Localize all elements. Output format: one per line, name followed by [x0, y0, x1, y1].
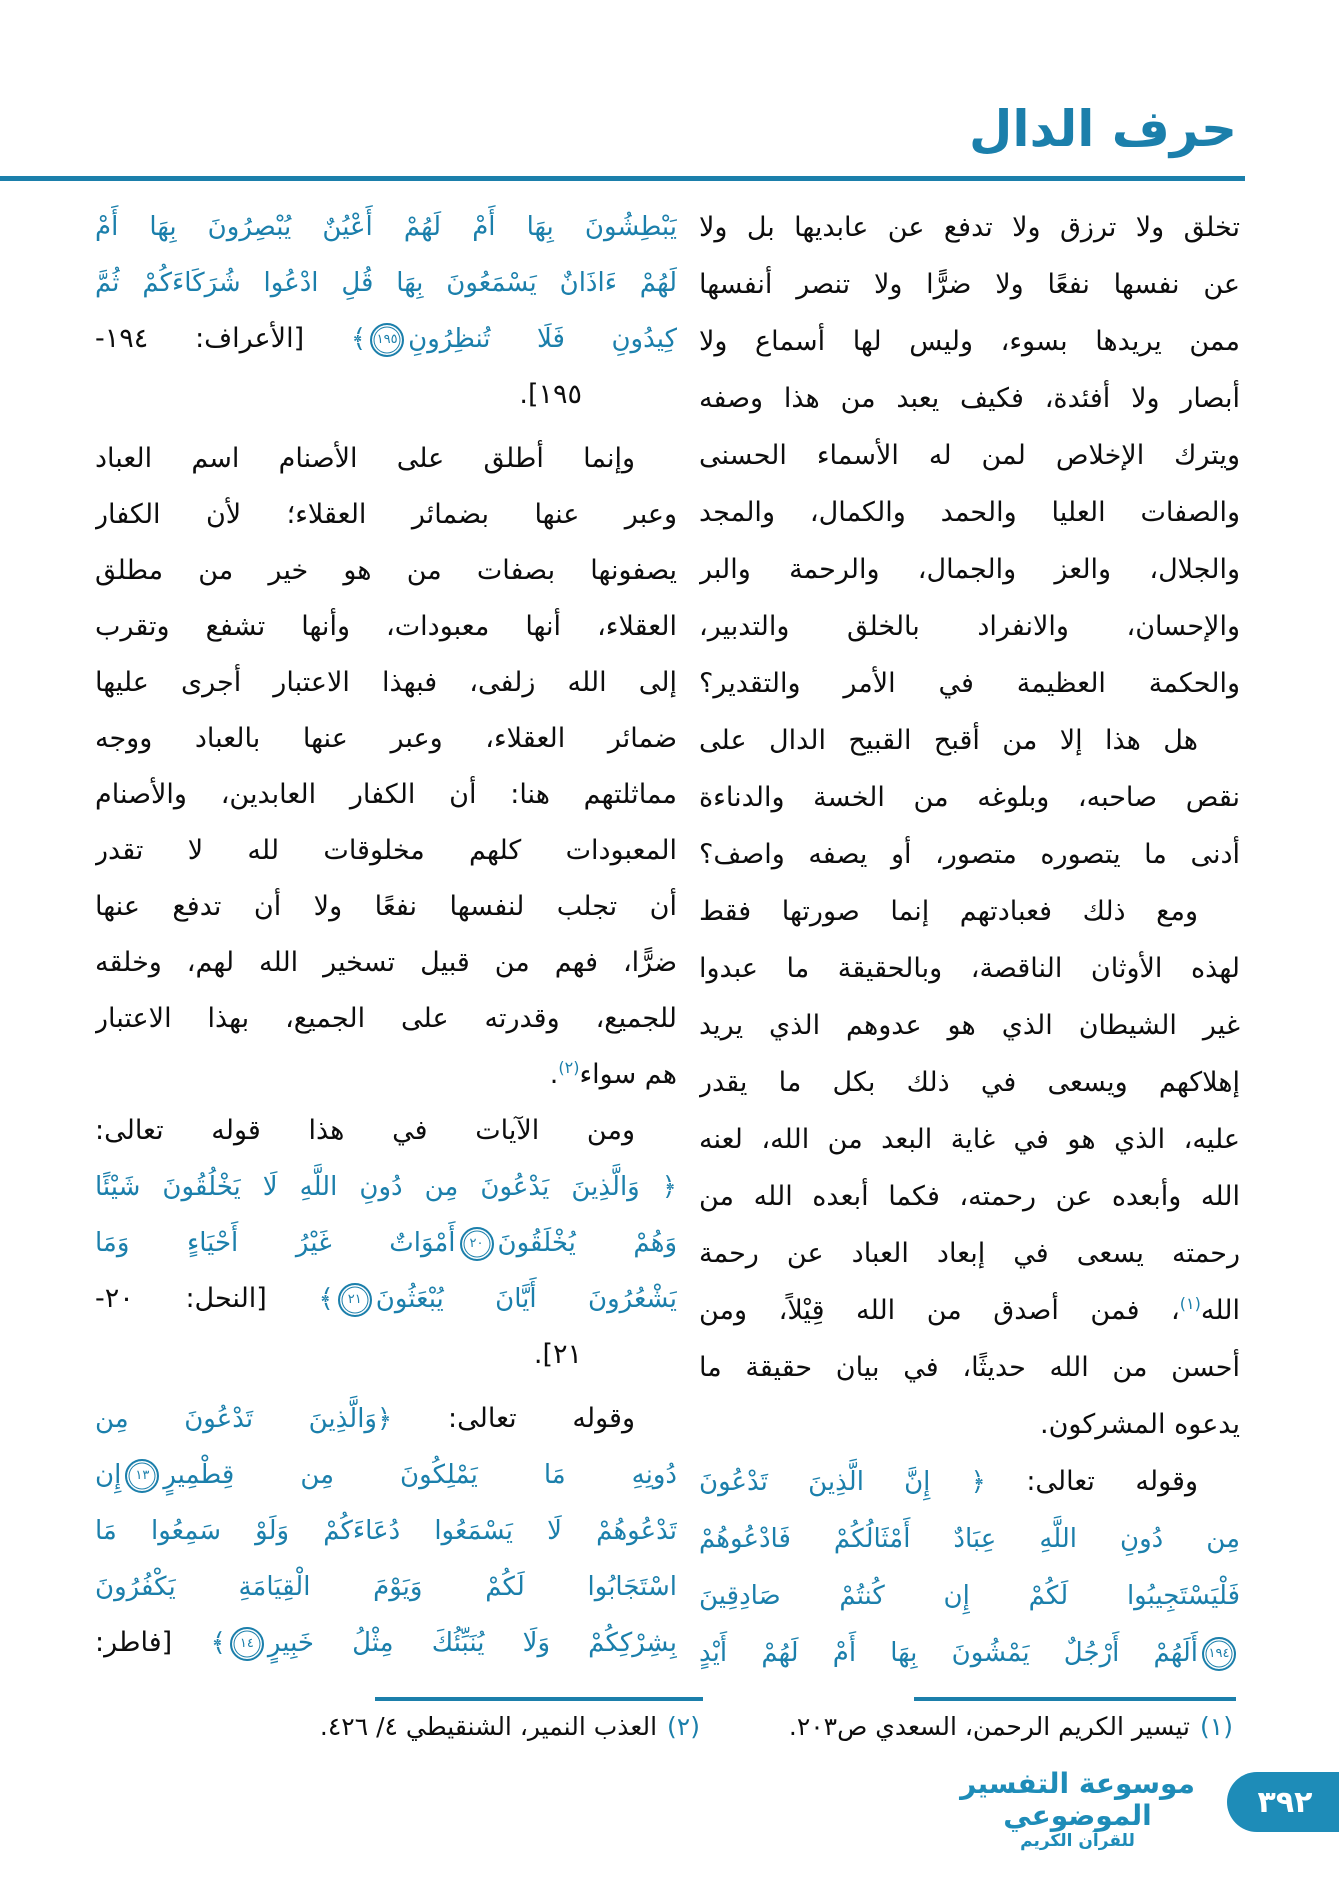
body-text: أدنى ما يتصوره متصور، أو يصفه واصف؟	[699, 839, 1240, 870]
text-line	[699, 427, 1240, 484]
quran-text: ﴾	[318, 1284, 334, 1314]
body-text: تخلق ولا ترزق ولا تدفع عن عابديها بل ولا	[699, 212, 1240, 243]
text-line	[95, 1215, 677, 1271]
text-line	[699, 769, 1240, 826]
text-line	[95, 935, 677, 991]
text-line	[95, 367, 677, 423]
footnote-2-text: العذب النمير، الشنقيطي ٤/ ٤٢٦.	[319, 1712, 658, 1741]
quran-text: إِن	[95, 1460, 122, 1490]
text-line	[95, 1159, 677, 1215]
quran-text: لَهُمْ ءَاذَانٌ يَسْمَعُونَ بِهَا قُلِ ادْعُوا شُرَكَاءَكُمْ ثُمَّ	[95, 268, 677, 298]
verse-number-medallion: ٢١	[338, 1283, 372, 1317]
text-line	[699, 598, 1240, 655]
text-line	[699, 940, 1240, 997]
text-line	[699, 997, 1240, 1054]
text-line	[95, 311, 677, 367]
body-text: وقوله تعالى:	[985, 1466, 1199, 1497]
text-line	[95, 1271, 677, 1327]
quran-text: وَهُمْ يُخْلَقُونَ	[497, 1228, 677, 1258]
text-line	[699, 541, 1240, 598]
quran-text: ﴿وَالَّذِينَ تَدْعُونَ مِن	[95, 1404, 393, 1434]
verse-number-medallion: ١٩٤	[1202, 1637, 1236, 1671]
footnote-marker: (٢)	[558, 1058, 580, 1077]
text-line	[699, 1225, 1240, 1282]
body-text: يصفونها بصفات من هو خير من مطلق	[95, 555, 677, 586]
text-line	[95, 1503, 677, 1559]
body-text: وقوله تعالى:	[392, 1403, 635, 1434]
body-text: [الأعراف: ١٩٤-	[95, 323, 351, 354]
quran-text: يَشْعُرُونَ أَيَّانَ يُبْعَثُونَ	[375, 1284, 677, 1314]
text-line	[699, 1168, 1240, 1225]
text-line	[95, 1103, 677, 1159]
body-text: يدعوه المشركون.	[1039, 1409, 1240, 1440]
text-line	[95, 487, 677, 543]
body-text: ومع ذلك فعبادتهم إنما صورتها فقط	[699, 896, 1198, 927]
text-line	[95, 767, 677, 823]
text-line	[699, 1339, 1240, 1396]
footnote-separator-right	[914, 1697, 1236, 1701]
quran-text: ﴿ إِنَّ الَّذِينَ تَدْعُونَ	[699, 1467, 986, 1497]
quran-text: ﴿ وَالَّذِينَ يَدْعُونَ مِن دُونِ اللَّهِ لَا يَخْلُقُونَ شَيْئًا	[95, 1172, 677, 1202]
text-line	[95, 1559, 677, 1615]
body-text: والحكمة العظيمة في الأمر والتقدير؟	[699, 668, 1240, 699]
body-text: ٢١].	[533, 1339, 582, 1370]
text-line	[95, 1327, 677, 1383]
chapter-heading: حرف الدال	[969, 100, 1237, 158]
footnote-1	[789, 1712, 1233, 1741]
body-text: .	[549, 1059, 559, 1090]
body-text: الله	[1200, 1295, 1240, 1326]
quran-text: ﴾	[210, 1628, 226, 1658]
footnote-2-number: (٢)	[667, 1712, 700, 1741]
quran-text: اسْتَجَابُوا لَكُمْ وَيَوْمَ الْقِيَامَةِ يَكْفُرُونَ	[95, 1572, 677, 1602]
body-text: ضرًّا، فهم من قبيل تسخير الله لهم، وخلقه	[95, 947, 677, 978]
column-right	[699, 199, 1240, 1681]
body-text: لهذه الأوثان الناقصة، وبالحقيقة ما عبدوا	[699, 953, 1240, 984]
quran-text: ﴾	[350, 324, 367, 354]
body-text: ومن الآيات في هذا قوله تعالى:	[95, 1115, 635, 1146]
text-line	[95, 1047, 677, 1103]
quran-text: يَبْطِشُونَ بِهَا أَمْ لَهُمْ أَعْيُنٌ يُبْصِرُونَ بِهَا أَمْ	[95, 212, 677, 242]
text-line	[95, 655, 677, 711]
body-text: غير الشيطان الذي هو عدوهم الذي يريد	[699, 1010, 1240, 1041]
text-line	[699, 256, 1240, 313]
text-line	[699, 826, 1240, 883]
text-line	[699, 655, 1240, 712]
verse-number-medallion: ١٣	[125, 1459, 159, 1493]
column-left	[95, 199, 677, 1671]
text-line	[95, 199, 677, 255]
text-line	[95, 991, 677, 1047]
text-line	[699, 484, 1240, 541]
page-number: ٣٩٢	[1257, 1784, 1313, 1820]
quran-text: فَلْيَسْتَجِيبُوا لَكُمْ إِن كُنتُمْ صَادِقِينَ	[699, 1581, 1240, 1611]
publisher-logo	[945, 1768, 1210, 1852]
quran-text: مِن دُونِ اللَّهِ عِبَادٌ أَمْثَالُكُمْ فَادْعُوهُمْ	[699, 1524, 1240, 1554]
text-line	[95, 255, 677, 311]
text-line	[95, 431, 677, 487]
text-line	[699, 199, 1240, 256]
quran-text: دُونِهِ مَا يَمْلِكُونَ مِن قِطْمِيرٍ	[163, 1460, 677, 1490]
text-line	[699, 1282, 1240, 1339]
text-line	[699, 883, 1240, 940]
body-text: أبصار ولا أفئدة، فكيف يعبد من هذا وصفه	[699, 383, 1240, 414]
text-line	[95, 599, 677, 655]
body-text: رحمته يسعى في إبعاد العباد عن رحمة	[699, 1238, 1240, 1269]
publisher-logo-subtitle: للقرآن الكريم	[1020, 1831, 1135, 1852]
text-line	[95, 1615, 677, 1671]
text-line	[699, 1111, 1240, 1168]
text-line	[699, 1624, 1240, 1681]
text-line	[699, 1453, 1240, 1510]
text-line	[699, 1510, 1240, 1567]
text-line	[699, 370, 1240, 427]
publisher-logo-title: موسوعة التفسير الموضوعي	[960, 1767, 1195, 1833]
body-text: الله وأبعده عن رحمته، فكما أبعده الله من	[699, 1181, 1240, 1212]
body-text: [فاطر:	[95, 1627, 211, 1658]
quran-text: أَلَهُمْ أَرْجُلٌ يَمْشُونَ بِهَا أَمْ لَهُمْ أَيْدٍ	[699, 1638, 1198, 1668]
text-line	[95, 711, 677, 767]
text-line	[95, 823, 677, 879]
body-text: المعبودات كلهم مخلوقات لله لا تقدر	[95, 835, 677, 866]
quran-text: أَمْوَاتٌ غَيْرُ أَحْيَاءٍ وَمَا	[95, 1228, 456, 1258]
text-line	[95, 543, 677, 599]
body-text: ممن يريدها بسوء، وليس لها أسماع ولا	[699, 326, 1240, 357]
body-text: أن تجلب لنفسها نفعًا ولا أن تدفع عنها	[95, 891, 677, 922]
footnote-1-number: (١)	[1200, 1712, 1233, 1741]
body-text: والجلال، والعز والجمال، والرحمة والبر	[699, 554, 1240, 585]
body-text: ١٩٥].	[519, 379, 582, 410]
header-rule	[0, 176, 1245, 181]
body-text: أحسن من الله حديثًا، في بيان حقيقة ما	[699, 1352, 1240, 1383]
body-text: نقص صاحبه، وبلوغه من الخسة والدناءة	[699, 782, 1240, 813]
footnote-1-text: تيسير الكريم الرحمن، السعدي ص٢٠٣.	[788, 1712, 1191, 1741]
body-text: [النحل: ٢٠-	[95, 1283, 319, 1314]
text-line	[95, 1391, 677, 1447]
body-text: عليه، الذي هو في غاية البعد من الله، لعنه	[699, 1124, 1240, 1155]
quran-text: كِيدُونِ فَلَا تُنظِرُونِ	[408, 324, 677, 354]
body-text: عن نفسها نفعًا ولا ضرًّا ولا تنصر أنفسها	[699, 269, 1240, 300]
page-number-badge	[1227, 1772, 1339, 1832]
body-text: العقلاء، أنها معبودات، وأنها تشفع وتقرب	[95, 611, 677, 642]
text-line	[699, 1567, 1240, 1624]
body-text: ضمائر العقلاء، وعبر عنها بالعباد ووجه	[95, 723, 677, 754]
text-line	[699, 1054, 1240, 1111]
text-line	[95, 1447, 677, 1503]
body-text: والصفات العليا والحمد والكمال، والمجد	[699, 497, 1240, 528]
body-text: هل هذا إلا من أقبح القبيح الدال على	[699, 725, 1198, 756]
footnote-2	[320, 1712, 700, 1741]
body-text: ويترك الإخلاص لمن له الأسماء الحسنى	[699, 440, 1240, 471]
verse-number-medallion: ٢٠	[460, 1227, 494, 1261]
text-line	[699, 712, 1240, 769]
body-text: إلى الله زلفى، فبهذا الاعتبار أجرى عليها	[95, 667, 677, 698]
verse-number-medallion: ١٩٥	[370, 323, 404, 357]
quran-text: تَدْعُوهُمْ لَا يَسْمَعُوا دُعَاءَكُمْ وَلَوْ سَمِعُوا مَا	[95, 1516, 677, 1546]
footnote-separator-left	[375, 1697, 703, 1701]
body-text: إهلاكهم ويسعى في ذلك بكل ما يقدر	[699, 1067, 1240, 1098]
footnote-marker: (١)	[1179, 1294, 1201, 1313]
body-text: هم سواء	[579, 1059, 677, 1090]
quran-text: بِشِرْكِكُمْ وَلَا يُنَبِّئُكَ مِثْلُ خَبِيرٍ	[267, 1628, 677, 1658]
body-text: وعبر عنها بضمائر العقلاء؛ لأن الكفار	[95, 499, 677, 530]
body-text: وإنما أطلق على الأصنام اسم العباد	[95, 443, 635, 474]
text-line	[699, 313, 1240, 370]
text-line	[95, 879, 677, 935]
verse-number-medallion: ١٤	[230, 1627, 264, 1661]
body-text: والإحسان، والانفراد بالخلق والتدبير،	[699, 611, 1240, 642]
body-text: ، فمن أصدق من الله قِيْلاً، ومن	[699, 1295, 1180, 1326]
body-text: للجميع، وقدرته على الجميع، بهذا الاعتبار	[95, 1003, 677, 1034]
text-line	[699, 1396, 1240, 1453]
body-text: مماثلتهم هنا: أن الكفار العابدين، والأصنام	[95, 779, 677, 810]
